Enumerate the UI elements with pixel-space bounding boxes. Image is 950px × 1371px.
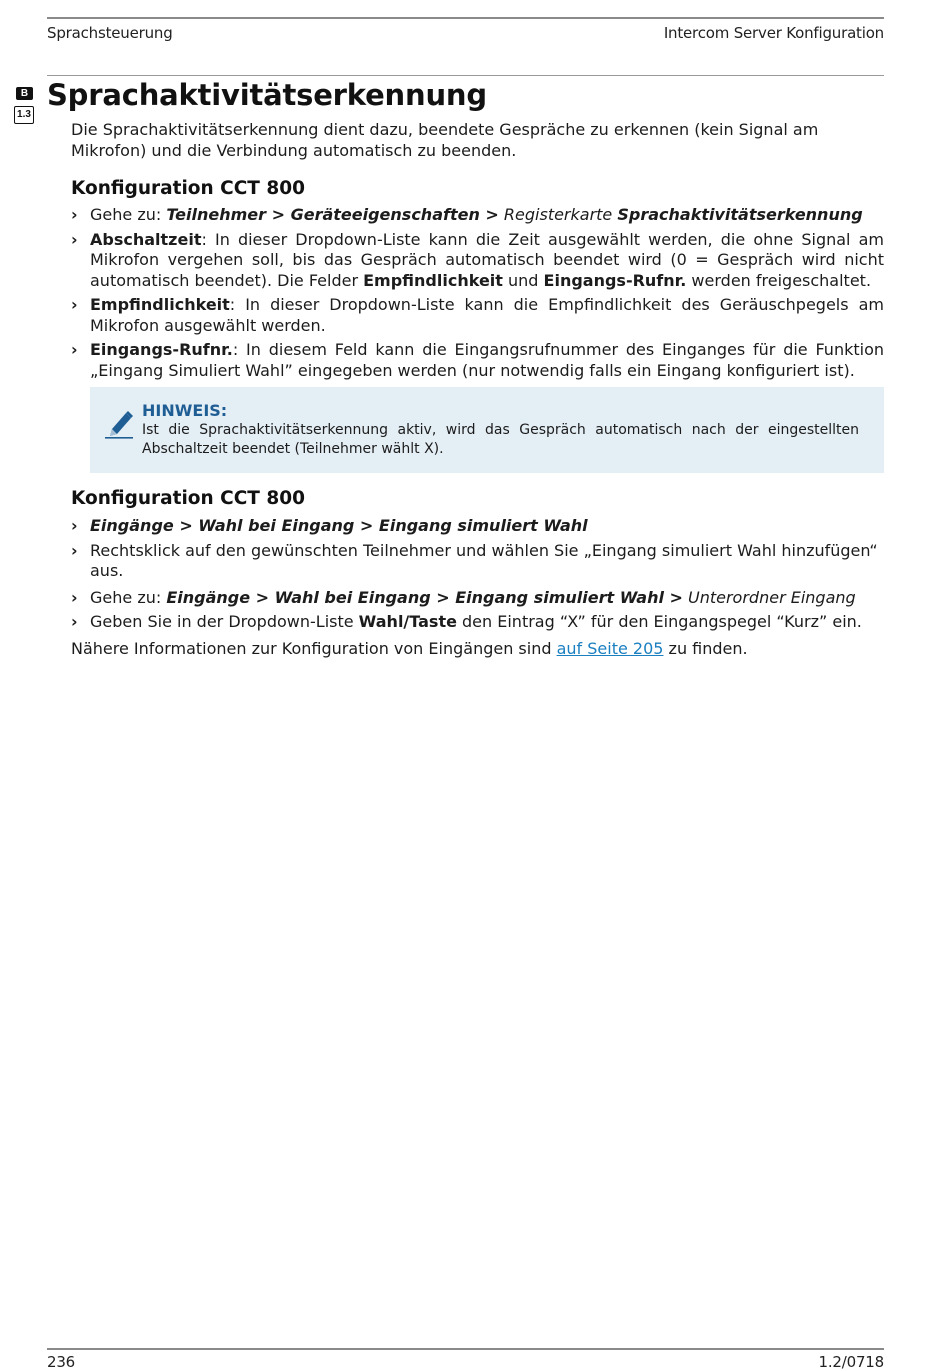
closing-paragraph: Nähere Informationen zur Konfiguration von Eingängen sind auf Seite 205 zu finden. bbox=[71, 639, 748, 658]
term-wahl-taste: Wahl/Taste bbox=[358, 612, 457, 631]
menu-path: Teilnehmer > Geräteeigenschaften > bbox=[166, 205, 499, 224]
chevron-right-icon: › bbox=[71, 205, 78, 224]
footer-rule bbox=[47, 1348, 884, 1350]
document-version: 1.2/0718 bbox=[818, 1353, 884, 1371]
list-item: › Rechtsklick auf den gewünschten Teilnehmer und wählen Sie „Eingang simuliert Wahl hinzufügen“ aus. bbox=[71, 540, 878, 580]
chevron-right-icon: › bbox=[71, 516, 78, 535]
chevron-right-icon: › bbox=[71, 587, 78, 607]
list-item: › Abschaltzeit: In dieser Dropdown-Liste kann die Zeit ausgewählt werden, die ohne Signal am Mikrofon vergehen soll, bis das Gespräch automatisch beendet wird (0 = Gespräch wird nicht automatisch beendet). Die Felder Empfindlichkeit und Eingangs-Rufnr. werden freigeschaltet. bbox=[71, 229, 884, 290]
section-badge: 1.3 bbox=[14, 106, 34, 124]
pencil-icon bbox=[104, 407, 134, 439]
section1-heading: Konfiguration CCT 800 bbox=[71, 178, 305, 199]
term-empfindlichkeit: Empfindlichkeit bbox=[90, 295, 230, 314]
section2-steps bbox=[71, 516, 884, 633]
chevron-right-icon: › bbox=[71, 229, 78, 249]
chapter-badge: B bbox=[16, 87, 33, 100]
list-item: › Eingangs-Rufnr.: In diesem Feld kann die Eingangsrufnummer des Einganges für die Funktion „Eingang Simuliert Wahl” eingegeben werden (nur notwendig falls ein Eingang konfiguriert ist). bbox=[71, 340, 884, 380]
list-item bbox=[71, 516, 884, 537]
header-rule bbox=[47, 17, 884, 19]
page-reference-link[interactable]: auf Seite 205 bbox=[556, 639, 664, 658]
list-item: › Gehe zu: Eingänge > Wahl bei Eingang > Eingang simuliert Wahl > Unterordner Eingang bbox=[71, 587, 856, 607]
chevron-right-icon: › bbox=[71, 340, 78, 359]
list-item: › Geben Sie in der Dropdown-Liste Wahl/Taste den Eintrag “X” für den Eingangspegel “Kurz” ein. bbox=[71, 612, 862, 631]
tab-name: Sprachaktivitätserkennung bbox=[617, 205, 863, 224]
menu-path: Eingänge > Wahl bei Eingang > Eingang simuliert Wahl bbox=[90, 516, 588, 535]
header-left-title: Sprachsteuerung bbox=[47, 24, 173, 42]
chevron-right-icon: › bbox=[71, 295, 78, 314]
note-box bbox=[90, 387, 884, 473]
chevron-right-icon: › bbox=[71, 540, 78, 560]
section1-steps bbox=[71, 205, 884, 381]
term-eingangs-rufnr: Eingangs-Rufnr. bbox=[90, 340, 233, 359]
intro-paragraph: Die Sprachaktivitätserkennung dient dazu, beendete Gespräche zu erkennen (kein Signal am Mikrofon) und die Verbindung automatisch zu beenden. bbox=[71, 120, 819, 160]
page-title: Sprachaktivitätserkennung bbox=[47, 78, 487, 112]
menu-path: Eingänge > Wahl bei Eingang > Eingang simuliert Wahl > bbox=[166, 587, 683, 607]
page-number: 236 bbox=[47, 1353, 76, 1371]
list-item: › Gehe zu: Teilnehmer > Geräteeigenschaften > Registerkarte Sprachaktivitätserkennung bbox=[71, 205, 863, 224]
note-text: Ist die Sprachaktivitätserkennung aktiv, wird das Gespräch automatisch nach der eingestellten Abschaltzeit beendet (Teilnehmer wählt X). bbox=[142, 422, 859, 457]
note-title: HINWEIS: bbox=[142, 401, 228, 420]
chevron-right-icon: › bbox=[71, 612, 78, 631]
section2-heading: Konfiguration CCT 800 bbox=[71, 488, 305, 509]
header-bottom-rule bbox=[47, 75, 884, 76]
list-item: › Empfindlichkeit: In dieser Dropdown-Liste kann die Empfindlichkeit des Geräuschpegels am Mikrofon ausgewählt werden. bbox=[71, 295, 884, 335]
term-abschaltzeit: Abschaltzeit bbox=[90, 229, 202, 249]
header-right-title: Intercom Server Konfiguration bbox=[663, 24, 884, 42]
